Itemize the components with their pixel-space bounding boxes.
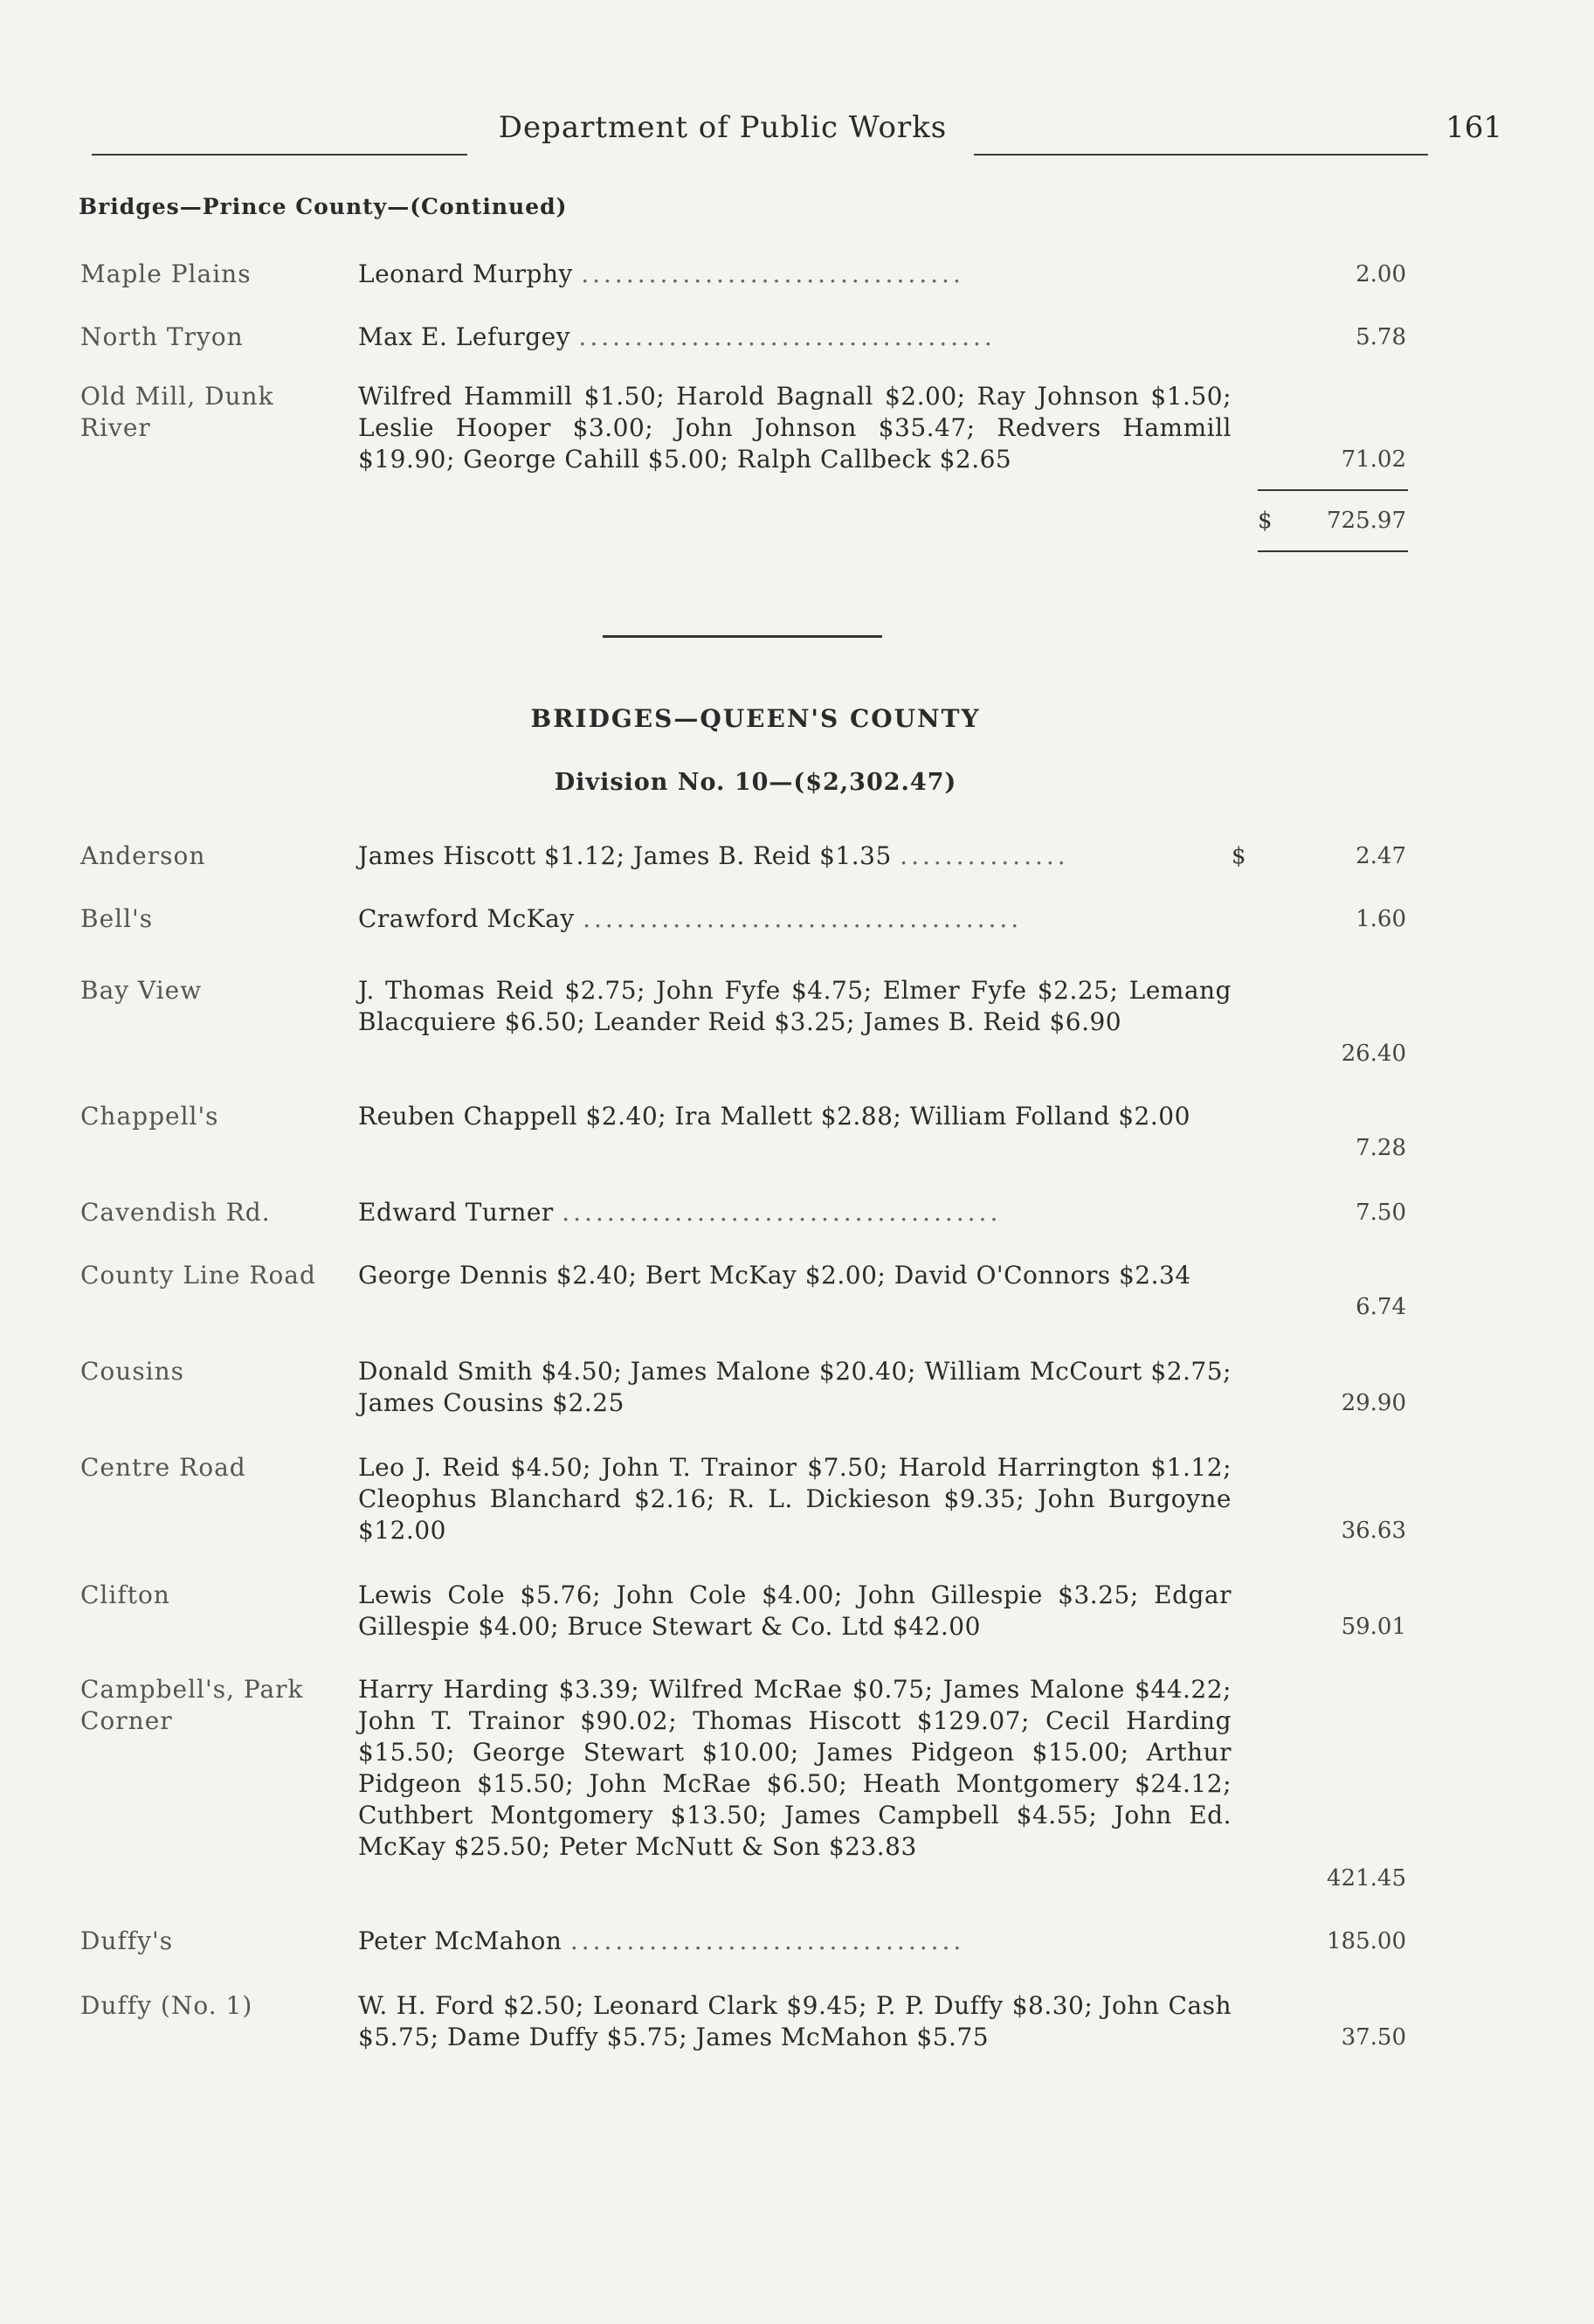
leader-dots: ....................................... [583, 904, 1023, 933]
payee-list: W. H. Ford $2.50; Leonard Clark $9.45; P. P. Duffy $8.30; John Cash $5.75; Dame Duffy $5.75; James McMahon $5.75 [358, 1991, 1232, 2051]
header-rule-right [974, 154, 1428, 156]
county-heading: BRIDGES—QUEEN'S COUNTY [530, 704, 981, 733]
payee-text: Leonard Murphy [358, 259, 573, 288]
leader-dots: ..................................... [578, 322, 996, 351]
payee-list [358, 840, 1232, 872]
leader-dots: ............... [900, 841, 1069, 870]
leader-dots: ....................................... [562, 1198, 1002, 1227]
column-dollar-sign: $ [1232, 843, 1246, 869]
leader-dots: ................................... [569, 1926, 965, 1955]
row-amount: 6.74 [1356, 1294, 1406, 1320]
row-amount: 36.63 [1341, 1518, 1406, 1544]
row-amount: 5.78 [1356, 324, 1406, 350]
payee-list: Reuben Chappell $2.40; Ira Mallett $2.88; William Folland $2.00 [358, 1102, 1190, 1131]
payee-list [358, 1926, 1232, 1957]
place-name: Cousins [80, 1357, 185, 1386]
payee-list [358, 322, 1232, 353]
total-double-rule [1258, 550, 1408, 552]
payee-list: Leo J. Reid $4.50; John T. Trainor $7.50; Harold Harrington $1.12; Cleophus Blanchard $2.16; R. L. Dickieson $9.35; John Burgoyne $12.00 [358, 1453, 1232, 1545]
section-divider [603, 635, 882, 638]
row-amount: 185.00 [1327, 1928, 1406, 1954]
division-heading: Division No. 10—($2,302.47) [554, 769, 957, 796]
place-name: Anderson [80, 841, 206, 870]
row-amount: 29.90 [1341, 1390, 1406, 1416]
place-name: Old Mill, Dunk River [80, 382, 274, 442]
row-amount: 26.40 [1341, 1041, 1406, 1067]
row-amount: 1.60 [1356, 906, 1406, 932]
total-dollar-sign: $ [1258, 508, 1273, 534]
row-amount: 2.00 [1356, 261, 1406, 287]
running-title: Department of Public Works [498, 110, 948, 145]
sum-rule [1258, 489, 1408, 491]
place-name: Cavendish Rd. [80, 1198, 271, 1227]
place-name: Clifton [80, 1580, 170, 1609]
payee-text: Crawford McKay [358, 904, 575, 933]
payee-list: Harry Harding $3.39; Wilfred McRae $0.75; James Malone $44.22; John T. Trainor $90.02; Thomas Hiscott $129.07; Cecil Harding $15.50; George Stewart $10.00; James Pidgeon $15.00; Arthur Pidgeon $15.50; John McRae $6.50; Heath Montgomery $24.12; Cuthbert Montgomery $13.50; James Campbell $4.55; John Ed. McKay $25.50; Peter McNutt & Son $23.83 [358, 1675, 1232, 1861]
row-amount: 37.50 [1341, 2024, 1406, 2051]
payee-list: Wilfred Hammill $1.50; Harold Bagnall $2.00; Ray Johnson $1.50; Leslie Hooper $3.00; John Johnson $35.47; Redvers Hammill $19.90; George Cahill $5.00; Ralph Callbeck $2.65 [358, 382, 1232, 474]
payee-text: Peter McMahon [358, 1926, 562, 1955]
row-amount: 7.28 [1356, 1135, 1406, 1161]
payee-text: James Hiscott $1.12; James B. Reid $1.35 [358, 841, 892, 870]
row-amount: 7.50 [1356, 1200, 1406, 1226]
place-name: Duffy's [80, 1926, 174, 1955]
row-amount: 421.45 [1327, 1865, 1406, 1892]
payee-text: Edward Turner [358, 1198, 554, 1227]
payee-list: Donald Smith $4.50; James Malone $20.40; William McCourt $2.75; James Cousins $2.25 [358, 1357, 1232, 1417]
payee-list: Lewis Cole $5.76; John Cole $4.00; John Gillespie $3.25; Edgar Gillespie $4.00; Bruce Stewart & Co. Ltd $42.00 [358, 1580, 1232, 1641]
place-name: Chappell's [80, 1102, 219, 1131]
place-name: Maple Plains [80, 259, 252, 288]
row-amount: 71.02 [1341, 446, 1406, 473]
row-amount: 2.47 [1356, 843, 1406, 869]
payee-list: J. Thomas Reid $2.75; John Fyfe $4.75; Elmer Fyfe $2.25; Lemang Blacquiere $6.50; Leander Reid $3.25; James B. Reid $6.90 [358, 976, 1232, 1036]
section-total: 725.97 [1327, 508, 1406, 534]
place-name: Bay View [80, 976, 203, 1005]
payee-list [358, 903, 1232, 935]
place-name: Bell's [80, 904, 154, 933]
payee-list [358, 259, 1232, 290]
header-rule-left [92, 154, 467, 156]
place-name: Centre Road [80, 1453, 246, 1482]
place-name: Campbell's, Park Corner [80, 1675, 304, 1735]
place-name: North Tryon [80, 322, 244, 351]
place-name: County Line Road [80, 1261, 316, 1290]
leader-dots: .................................. [581, 259, 964, 288]
row-amount: 59.01 [1341, 1614, 1406, 1640]
payee-list: George Dennis $2.40; Bert McKay $2.00; David O'Connors $2.34 [358, 1261, 1191, 1290]
running-header [92, 103, 1502, 156]
payee-list [358, 1197, 1232, 1228]
section-heading-continued: Bridges—Prince County—(Continued) [79, 194, 568, 219]
payee-text: Max E. Lefurgey [358, 322, 571, 351]
place-name: Duffy (No. 1) [80, 1991, 253, 2020]
page-number: 161 [1446, 110, 1502, 145]
